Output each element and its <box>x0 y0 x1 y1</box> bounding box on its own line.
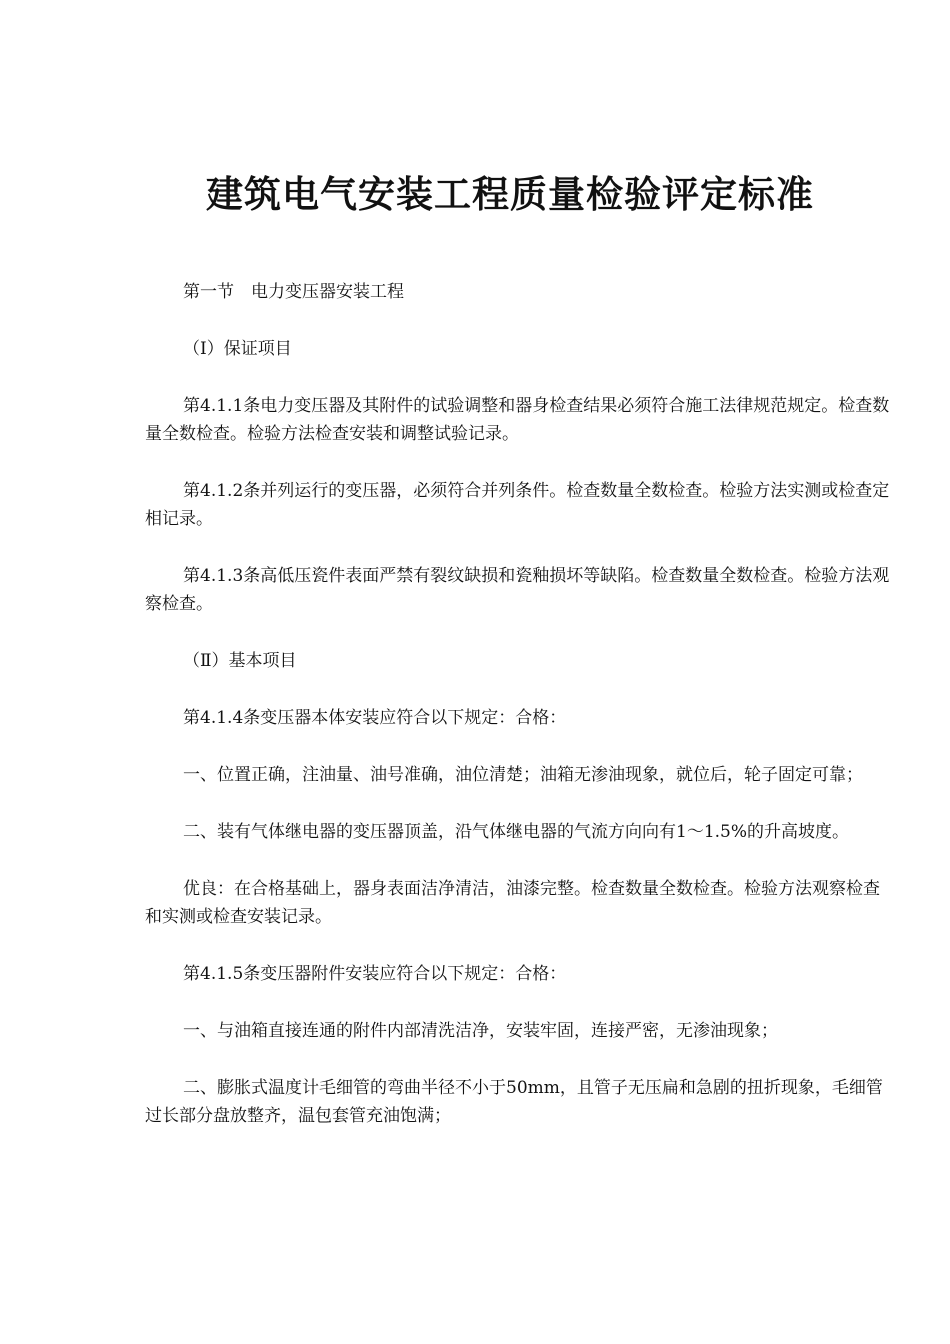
section-heading: 第一节 电力变压器安装工程 <box>183 282 404 302</box>
clause-4-1-5-item-2: 二、膨胀式温度计毛细管的弯曲半径不小于50mm，且管子无压扁和急剧的扭折现象，毛细管过长部分盘放整齐，温包套管充油饱满； <box>145 1078 883 1126</box>
subsection-heading-basic: （Ⅱ）基本项目 <box>183 651 297 671</box>
clause-4-1-4-excellent: 优良：在合格基础上，器身表面洁净清洁，油漆完整。检查数量全数检查。检验方法观察检查和实测或检查安装记录。 <box>145 879 880 927</box>
clause-4-1-5: 第4.1.5条变压器附件安装应符合以下规定：合格： <box>183 964 567 984</box>
clause-4-1-1: 第4.1.1条电力变压器及其附件的试验调整和器身检查结果必须符合施工法律规范规定。检查数量全数检查。检验方法检查安装和调整试验记录。 <box>145 396 890 444</box>
clause-4-1-4: 第4.1.4条变压器本体安装应符合以下规定：合格： <box>183 708 567 728</box>
clause-4-1-2: 第4.1.2条并列运行的变压器，必须符合并列条件。检查数量全数检查。检验方法实测或检查定相记录。 <box>145 481 890 529</box>
clause-4-1-5-item-1: 一、与油箱直接连通的附件内部清洗洁净，安装牢固，连接严密，无渗油现象； <box>183 1021 778 1041</box>
clause-4-1-4-item-2: 二、装有气体继电器的变压器顶盖，沿气体继电器的气流方向向有1～1.5%的升高坡度。 <box>183 822 850 842</box>
document-body <box>145 278 890 1159</box>
clause-4-1-3: 第4.1.3条高低压瓷件表面严禁有裂纹缺损和瓷釉损坏等缺陷。检查数量全数检查。检验方法观察检查。 <box>145 566 890 614</box>
clause-4-1-4-item-1: 一、位置正确，注油量、油号准确，油位清楚；油箱无渗油现象，就位后，轮子固定可靠； <box>183 765 863 785</box>
document-title: 建筑电气安装工程质量检验评定标准 <box>206 172 814 216</box>
subsection-heading-guarantee: （Ⅰ）保证项目 <box>183 339 292 359</box>
